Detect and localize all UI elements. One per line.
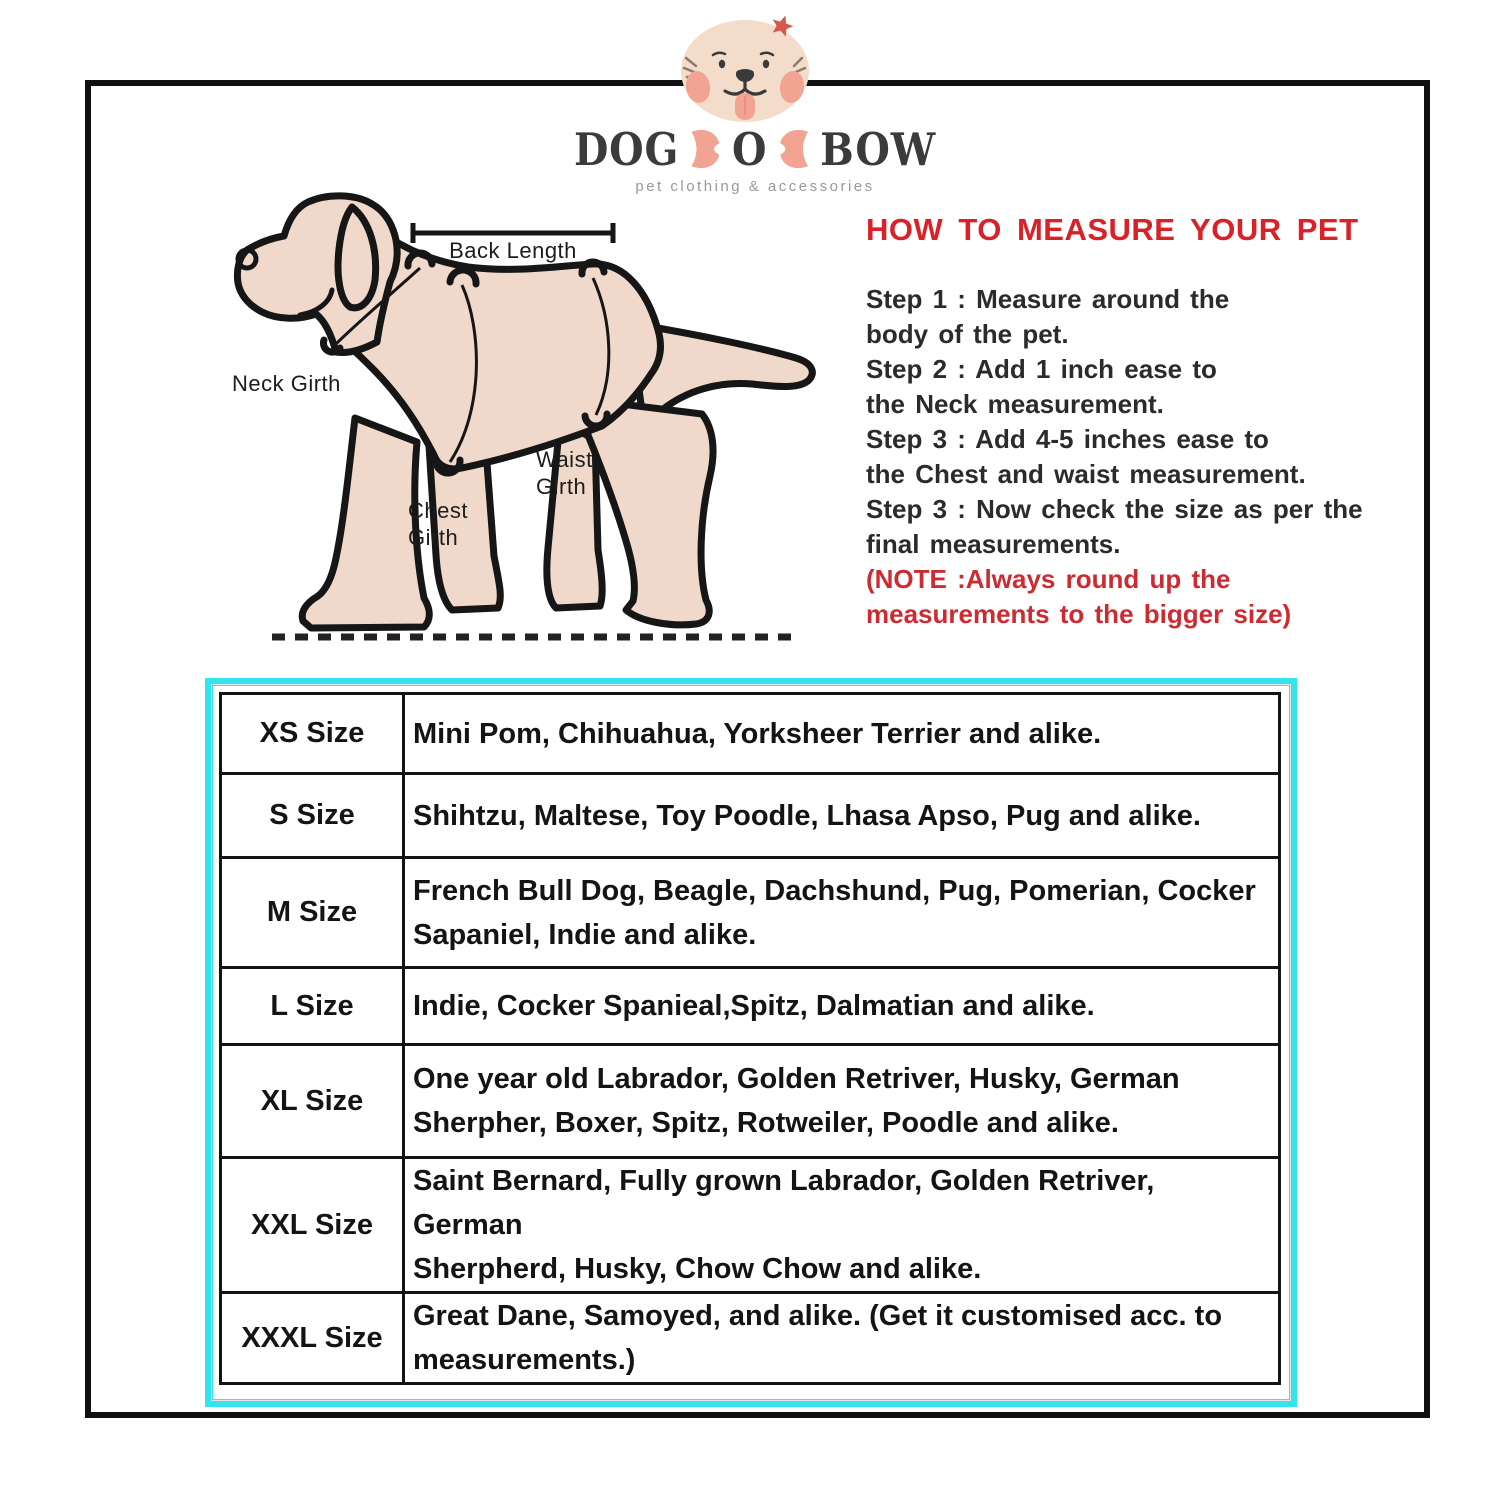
note-line: measurements to the bigger size)	[866, 599, 1292, 629]
desc-cell: Shihtzu, Maltese, Toy Poodle, Lhasa Apso, Pug and alike.	[404, 774, 1280, 858]
size-cell: M Size	[221, 858, 404, 968]
size-table-frame	[205, 678, 1297, 1407]
size-cell: S Size	[221, 774, 404, 858]
step-line: the Neck measurement.	[866, 389, 1164, 419]
brand-word-o: O	[732, 122, 768, 176]
bow-left-icon	[687, 128, 724, 170]
back-length-label: Back Length	[449, 238, 577, 263]
brand-word-bow: BOW	[820, 122, 937, 176]
brand-tagline: pet clothing & accessories	[635, 178, 875, 195]
logo-head	[681, 14, 809, 122]
table-row	[221, 858, 1280, 968]
desc-cell: Mini Pom, Chihuahua, Yorksheer Terrier and alike.	[404, 694, 1280, 774]
chest-girth-label: Chest Girth	[408, 498, 468, 550]
table-row	[221, 1293, 1280, 1384]
brand-word-dog: DOG	[573, 122, 680, 176]
waist-girth-label: Waist Girth	[536, 447, 593, 499]
desc-cell: Great Dane, Samoyed, and alike. (Get it customised acc. to measurements.)	[404, 1293, 1280, 1384]
size-cell: XXL Size	[221, 1158, 404, 1293]
table-row	[221, 694, 1280, 774]
neck-girth-label: Neck Girth	[232, 371, 341, 396]
size-table	[219, 692, 1281, 1385]
desc-cell: Indie, Cocker Spanieal,Spitz, Dalmatian and alike.	[404, 968, 1280, 1045]
step-line: final measurements.	[866, 529, 1121, 559]
dog-face-logo-icon	[660, 14, 830, 126]
table-row	[221, 1045, 1280, 1158]
step-line: Step 3 : Now check the size as per the	[866, 494, 1363, 524]
step-line: Step 2 : Add 1 inch ease to	[866, 354, 1217, 384]
step-line: body of the pet.	[866, 319, 1069, 349]
table-row	[221, 774, 1280, 858]
table-row	[221, 968, 1280, 1045]
step-line: the Chest and waist measurement.	[866, 459, 1306, 489]
bow-right-icon	[775, 128, 812, 170]
table-row	[221, 1158, 1280, 1293]
step-line: Step 3 : Add 4-5 inches ease to	[866, 424, 1269, 454]
step-line: Step 1 : Measure around the	[866, 284, 1230, 314]
brand-wordmark	[573, 122, 937, 176]
size-cell: XL Size	[221, 1045, 404, 1158]
howto-steps	[866, 282, 1426, 632]
howto-title: HOW TO MEASURE YOUR PET	[866, 212, 1359, 247]
size-cell: L Size	[221, 968, 404, 1045]
desc-cell: French Bull Dog, Beagle, Dachshund, Pug, Pomerian, Cocker Sapaniel, Indie and alike.	[404, 858, 1280, 968]
desc-cell: Saint Bernard, Fully grown Labrador, Golden Retriver, German Sherpherd, Husky, Chow Chow and alike.	[404, 1158, 1280, 1293]
size-cell: XS Size	[221, 694, 404, 774]
desc-cell: One year old Labrador, Golden Retriver, Husky, German Sherpher, Boxer, Spitz, Rotweiler, Poodle and alike.	[404, 1045, 1280, 1158]
size-cell: XXXL Size	[221, 1293, 404, 1384]
note-line: (NOTE :Always round up the	[866, 564, 1231, 594]
